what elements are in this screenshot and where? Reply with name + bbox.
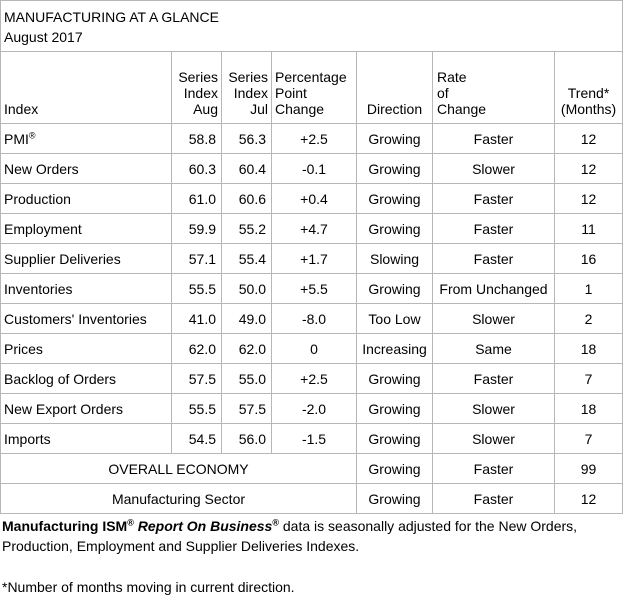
value-jul: 60.4 (222, 154, 272, 184)
table-subtitle: August 2017 (4, 29, 83, 45)
note-rest: data is seasonally adjusted for the New Orders, Production, Employment and Supplier Deliveries Indexes. (2, 518, 578, 554)
value-trend: 12 (555, 124, 623, 154)
header-ppc-line3: Change (275, 101, 325, 117)
value-direction: Growing (357, 424, 433, 454)
value-trend: 16 (555, 244, 623, 274)
header-rate-line2: of (437, 85, 449, 101)
value-direction: Growing (357, 214, 433, 244)
value-aug: 55.5 (172, 394, 222, 424)
value-jul: 56.3 (222, 124, 272, 154)
header-rate-line3: Change (437, 101, 487, 117)
index-name: Prices (1, 334, 172, 364)
value-jul: 55.4 (222, 244, 272, 274)
value-rate: Faster (433, 244, 555, 274)
value-aug: 57.1 (172, 244, 222, 274)
header-index: Index (1, 52, 172, 124)
value-trend: 12 (555, 484, 623, 514)
value-rate: Slower (433, 154, 555, 184)
value-direction: Too Low (357, 304, 433, 334)
index-name: Employment (1, 214, 172, 244)
value-aug: 61.0 (172, 184, 222, 214)
registered-mark: ® (28, 129, 36, 140)
value-rate: Faster (433, 364, 555, 394)
value-jul: 56.0 (222, 424, 272, 454)
value-direction: Growing (357, 484, 433, 514)
value-aug: 41.0 (172, 304, 222, 334)
value-rate: Faster (433, 214, 555, 244)
value-change: +2.5 (272, 124, 357, 154)
value-change: -1.5 (272, 424, 357, 454)
table-row-overall-economy (1, 454, 623, 484)
index-name: Imports (1, 424, 172, 454)
trend-footnote: *Number of months moving in current direction. (2, 579, 295, 595)
table-row-supplier-deliveries (1, 244, 623, 274)
value-change: -2.0 (272, 394, 357, 424)
header-trend-line1: Trend* (567, 85, 610, 101)
value-direction: Growing (357, 454, 433, 484)
header-direction: Direction (357, 52, 433, 124)
header-aug-line2: Index (183, 85, 218, 101)
value-trend: 18 (555, 394, 623, 424)
value-rate: Slower (433, 394, 555, 424)
summary-name: Manufacturing Sector (1, 484, 357, 514)
value-direction: Growing (357, 364, 433, 394)
value-direction: Growing (357, 154, 433, 184)
value-trend: 1 (555, 274, 623, 304)
header-aug-line3: Aug (193, 101, 218, 117)
value-rate: Slower (433, 304, 555, 334)
value-direction: Growing (357, 124, 433, 154)
index-name: New Orders (1, 154, 172, 184)
table-row-pmi (1, 124, 623, 154)
note-report-on-business: Report On Business (137, 518, 273, 534)
note-lead: Manufacturing ISM (2, 518, 128, 534)
index-name: Inventories (1, 274, 172, 304)
summary-name: OVERALL ECONOMY (1, 454, 357, 484)
header-jul-line2: Index (233, 85, 268, 101)
value-rate: Same (433, 334, 555, 364)
value-rate: Faster (433, 124, 555, 154)
value-trend: 7 (555, 424, 623, 454)
value-change: +2.5 (272, 364, 357, 394)
value-change: -0.1 (272, 154, 357, 184)
value-direction: Increasing (357, 334, 433, 364)
value-aug: 54.5 (172, 424, 222, 454)
table-row-customers-inventories (1, 304, 623, 334)
table-row-new-orders (1, 154, 623, 184)
table-row-production (1, 184, 623, 214)
value-jul: 57.5 (222, 394, 272, 424)
header-percentage-point-change (272, 52, 357, 124)
notes (0, 514, 619, 597)
value-aug: 55.5 (172, 274, 222, 304)
header-ppc-line1: Percentage (275, 69, 347, 85)
header-series-index-aug (172, 52, 222, 124)
value-jul: 60.6 (222, 184, 272, 214)
table-row-prices (1, 334, 623, 364)
header-trend (555, 52, 623, 124)
value-aug: 58.8 (172, 124, 222, 154)
value-trend: 7 (555, 364, 623, 394)
index-name: Backlog of Orders (1, 364, 172, 394)
value-change: -8.0 (272, 304, 357, 334)
value-aug: 60.3 (172, 154, 222, 184)
value-rate: Faster (433, 484, 555, 514)
note-registered-mark-2: ® (272, 517, 279, 528)
header-trend-line2: (Months) (560, 101, 617, 117)
value-direction: Growing (357, 274, 433, 304)
header-aug-line1: Series (178, 69, 218, 85)
title-cell (1, 1, 623, 52)
header-rate-line1: Rate (437, 69, 467, 85)
value-change: 0 (272, 334, 357, 364)
index-name: PMI® (1, 124, 172, 154)
header-row (1, 52, 623, 124)
value-change: +4.7 (272, 214, 357, 244)
index-name: Customers' Inventories (1, 304, 172, 334)
value-direction: Growing (357, 184, 433, 214)
table-row-imports (1, 424, 623, 454)
header-ppc-line2: Point (275, 85, 307, 101)
index-name: Production (1, 184, 172, 214)
table-row-new-export-orders (1, 394, 623, 424)
value-rate: Faster (433, 184, 555, 214)
header-jul-line1: Series (228, 69, 268, 85)
seasonal-adjustment-note (2, 516, 617, 556)
value-rate: From Unchanged (433, 274, 555, 304)
value-jul: 49.0 (222, 304, 272, 334)
table-row-inventories (1, 274, 623, 304)
value-change: +0.4 (272, 184, 357, 214)
note-registered-mark-1: ® (127, 517, 134, 528)
value-direction: Slowing (357, 244, 433, 274)
value-aug: 57.5 (172, 364, 222, 394)
table-row-backlog-of-orders (1, 364, 623, 394)
index-name: New Export Orders (1, 394, 172, 424)
value-rate: Faster (433, 454, 555, 484)
value-trend: 99 (555, 454, 623, 484)
value-rate: Slower (433, 424, 555, 454)
table-row-employment (1, 214, 623, 244)
value-change: +1.7 (272, 244, 357, 274)
value-trend: 12 (555, 184, 623, 214)
value-jul: 50.0 (222, 274, 272, 304)
index-name: Supplier Deliveries (1, 244, 172, 274)
header-series-index-jul (222, 52, 272, 124)
table-title: MANUFACTURING AT A GLANCE (4, 9, 219, 25)
table-row-manufacturing-sector (1, 484, 623, 514)
value-trend: 2 (555, 304, 623, 334)
value-aug: 59.9 (172, 214, 222, 244)
value-trend: 12 (555, 154, 623, 184)
value-jul: 55.0 (222, 364, 272, 394)
value-trend: 11 (555, 214, 623, 244)
value-change: +5.5 (272, 274, 357, 304)
value-trend: 18 (555, 334, 623, 364)
value-jul: 62.0 (222, 334, 272, 364)
value-aug: 62.0 (172, 334, 222, 364)
value-jul: 55.2 (222, 214, 272, 244)
header-rate-of-change (433, 52, 555, 124)
header-jul-line3: Jul (250, 101, 268, 117)
value-direction: Growing (357, 394, 433, 424)
